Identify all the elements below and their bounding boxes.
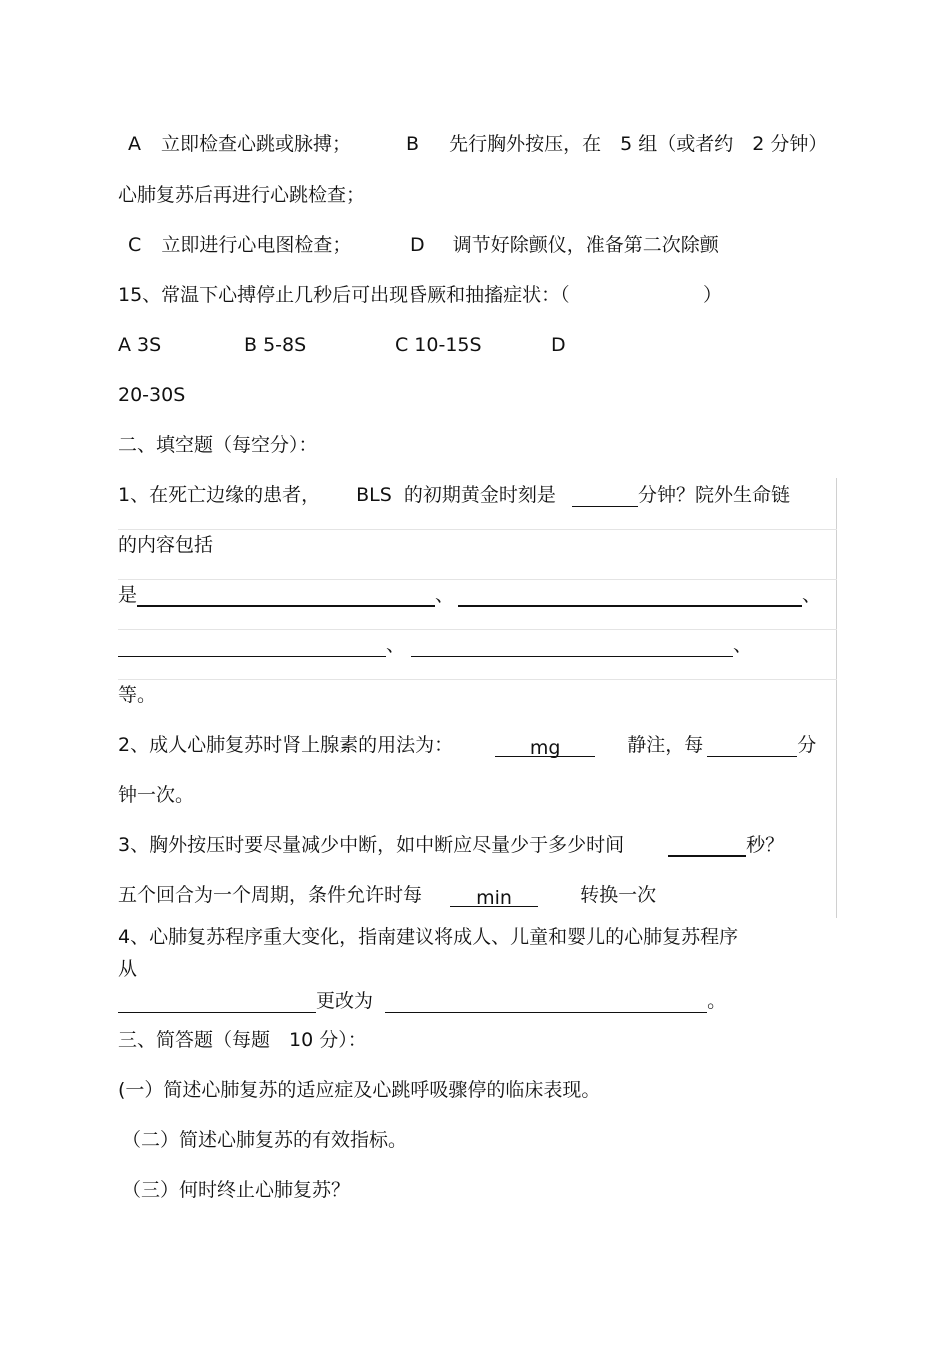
cpr-sequence-from-blank[interactable] — [118, 992, 316, 1013]
table-frame-line — [836, 478, 837, 918]
short-answer-1: (一）简述心肺复苏的适应症及心跳呼吸骤停的临床表现。 — [118, 1079, 601, 1101]
rotation-minutes-blank[interactable]: min — [450, 886, 538, 907]
fill-q1-line1: 1、在死亡边缘的患者， BLS 的初期黄金时刻是 分钟？院外生命链 — [118, 484, 790, 506]
q15-close-paren: ） — [703, 284, 723, 306]
chain-blank-3[interactable] — [118, 636, 386, 657]
epinephrine-dose-blank[interactable]: mg — [495, 736, 595, 757]
q14-option-b-continued: 心肺复苏后再进行心跳检查； — [118, 184, 366, 206]
q15-option-b: B 5-8S — [244, 334, 307, 356]
fill-q4-line1: 4、心肺复苏程序重大变化，指南建议将成人、儿童和婴儿的心肺复苏程序 — [118, 926, 739, 948]
fill-q1-line2: 的内容包括 — [118, 534, 214, 556]
section3-heading: 三、简答题（每题 10 分）： — [118, 1029, 367, 1051]
q14-option-b: B 先行胸外按压，在 5 组（或者约 2 分钟） — [406, 133, 828, 155]
q15-option-d: D — [551, 334, 566, 356]
fill-q3-line1: 3、胸外按压时要尽量减少中断，如中断应尽量少于多少时间 秒？ — [118, 834, 785, 856]
q15-option-a: A 3S — [118, 334, 162, 356]
fill-q2-line2: 钟一次。 — [118, 784, 195, 806]
fill-q1-end: 等。 — [118, 684, 157, 706]
q14-option-d: D 调节好除颤仪，准备第二次除颤 — [410, 234, 719, 256]
q15-option-d-value: 20-30S — [118, 384, 186, 406]
fill-q2-line1: 2、成人心肺复苏时肾上腺素的用法为： mg 静注，每 分 — [118, 734, 817, 759]
epinephrine-interval-blank[interactable] — [707, 736, 797, 757]
table-frame-line — [118, 629, 837, 630]
cpr-sequence-to-blank[interactable] — [385, 992, 707, 1013]
table-frame-line — [118, 579, 837, 580]
q15-question: 15、常温下心搏停止几秒后可出现昏厥和抽搐症状：（ — [118, 284, 570, 306]
chain-blank-2[interactable] — [458, 585, 802, 607]
fill-q4-line3: 更改为 。 — [118, 989, 726, 1013]
short-answer-2: （二）简述心肺复苏的有效指标。 — [122, 1129, 408, 1151]
fill-q4-line2: 从 — [118, 958, 138, 980]
interruption-seconds-blank[interactable] — [668, 835, 746, 857]
fill-q1-line3: 是 、 、 — [118, 584, 822, 606]
fill-q1-line4: 、 、 — [118, 633, 752, 657]
q14-option-c: C 立即进行心电图检查； — [128, 234, 352, 256]
table-frame-line — [118, 679, 837, 680]
section2-heading: 二、填空题（每空分）： — [118, 434, 318, 456]
q1-minutes-blank[interactable] — [572, 486, 638, 507]
table-frame-line — [118, 529, 837, 530]
q15-option-c: C 10-15S — [395, 334, 482, 356]
chain-blank-4[interactable] — [411, 636, 733, 657]
short-answer-3: （三）何时终止心肺复苏？ — [122, 1179, 351, 1201]
q14-option-a: A 立即检查心跳或脉搏； — [128, 133, 352, 155]
chain-blank-1[interactable] — [137, 585, 435, 607]
fill-q3-line2: 五个回合为一个周期，条件允许时每 min 转换一次 — [118, 884, 657, 909]
